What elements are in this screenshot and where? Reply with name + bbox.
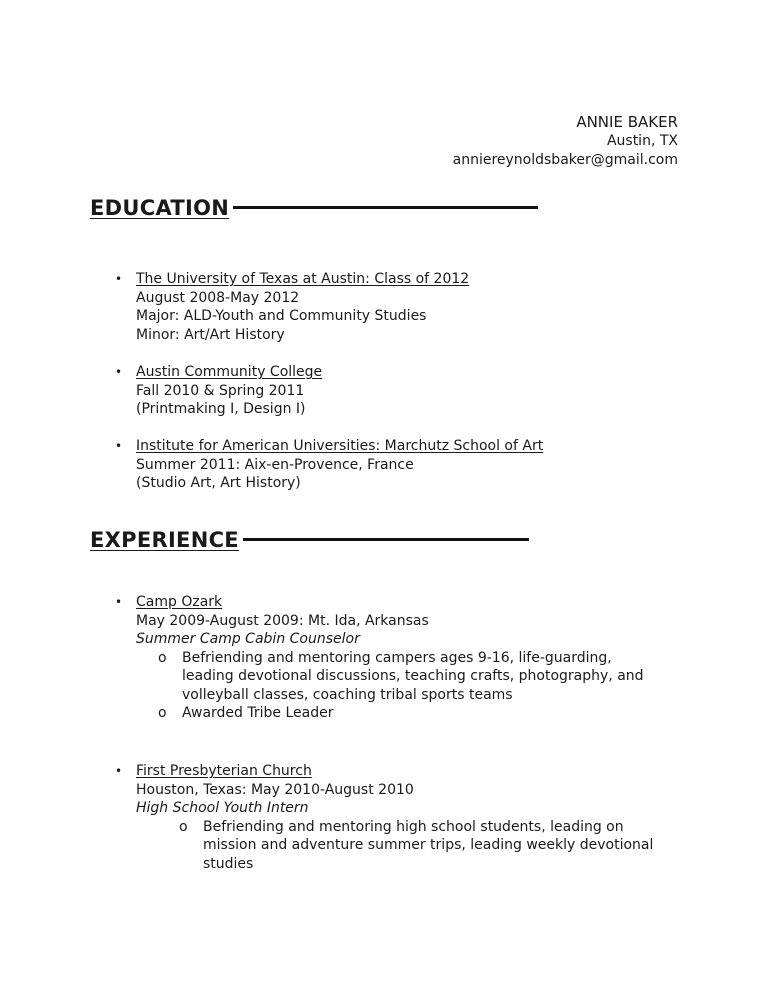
role-title: Summer Camp Cabin Counselor [136, 631, 360, 647]
duty-line: Befriending and mentoring campers ages 9-16, life-guarding, [182, 649, 612, 666]
education-heading [90, 196, 538, 220]
sub-bullet: o [179, 818, 188, 835]
bullet: • [115, 595, 123, 609]
applicant-email: anniereynoldsbaker@gmail.com [452, 152, 678, 168]
education-entry [115, 270, 469, 344]
experience-detail: Houston, Texas: May 2010-August 2010 [136, 781, 414, 798]
experience-heading-text: EXPERIENCE [90, 528, 239, 552]
duty-line: leading devotional discussions, teaching crafts, photography, and [182, 668, 644, 684]
heading-rule [233, 206, 538, 209]
organization-name: Camp Ozark [136, 594, 223, 610]
experience-detail: May 2009-August 2009: Mt. Ida, Arkansas [136, 612, 429, 629]
sub-bullet: o [158, 705, 167, 721]
duty-line: volleyball classes, coaching tribal sports teams [182, 686, 513, 703]
education-line: Major: ALD-Youth and Community Studies [136, 308, 427, 324]
heading-rule [243, 538, 529, 541]
education-line: Minor: Art/Art History [136, 326, 285, 343]
bullet: • [115, 365, 123, 379]
duty-line: Befriending and mentoring high school students, leading on [203, 818, 624, 835]
education-entry [115, 437, 543, 493]
education-entry [115, 363, 322, 419]
school-name: Austin Community College [136, 364, 323, 380]
school-name: The University of Texas at Austin: Class of 2012 [136, 271, 470, 287]
bullet: • [115, 439, 123, 453]
bullet: • [115, 764, 123, 778]
school-name: Institute for American Universities: Marchutz School of Art [136, 438, 544, 454]
applicant-location: Austin, TX [606, 133, 678, 149]
organization-name: First Presbyterian Church [136, 763, 312, 779]
education-line: Summer 2011: Aix-en-Provence, France [136, 456, 414, 473]
sub-bullet: o [158, 649, 167, 666]
duty-item [179, 818, 653, 874]
education-line: August 2008-May 2012 [136, 289, 300, 306]
duty-line: mission and adventure summer trips, leading weekly devotional [203, 837, 654, 853]
contact-header [453, 112, 678, 170]
duty-item [158, 704, 644, 723]
applicant-name: ANNIE BAKER [576, 113, 678, 131]
experience-entry [115, 593, 644, 723]
education-line: (Studio Art, Art History) [136, 475, 301, 491]
education-line: Fall 2010 & Spring 2011 [136, 382, 305, 399]
duty-line: Awarded Tribe Leader [182, 705, 334, 721]
education-heading-text: EDUCATION [90, 196, 230, 220]
education-line: (Printmaking I, Design I) [136, 401, 306, 417]
role-title: High School Youth Intern [136, 800, 309, 816]
experience-heading [90, 528, 529, 552]
duty-item [158, 649, 644, 705]
duty-line: studies [203, 855, 254, 872]
experience-entry [115, 762, 653, 873]
bullet: • [115, 272, 123, 286]
